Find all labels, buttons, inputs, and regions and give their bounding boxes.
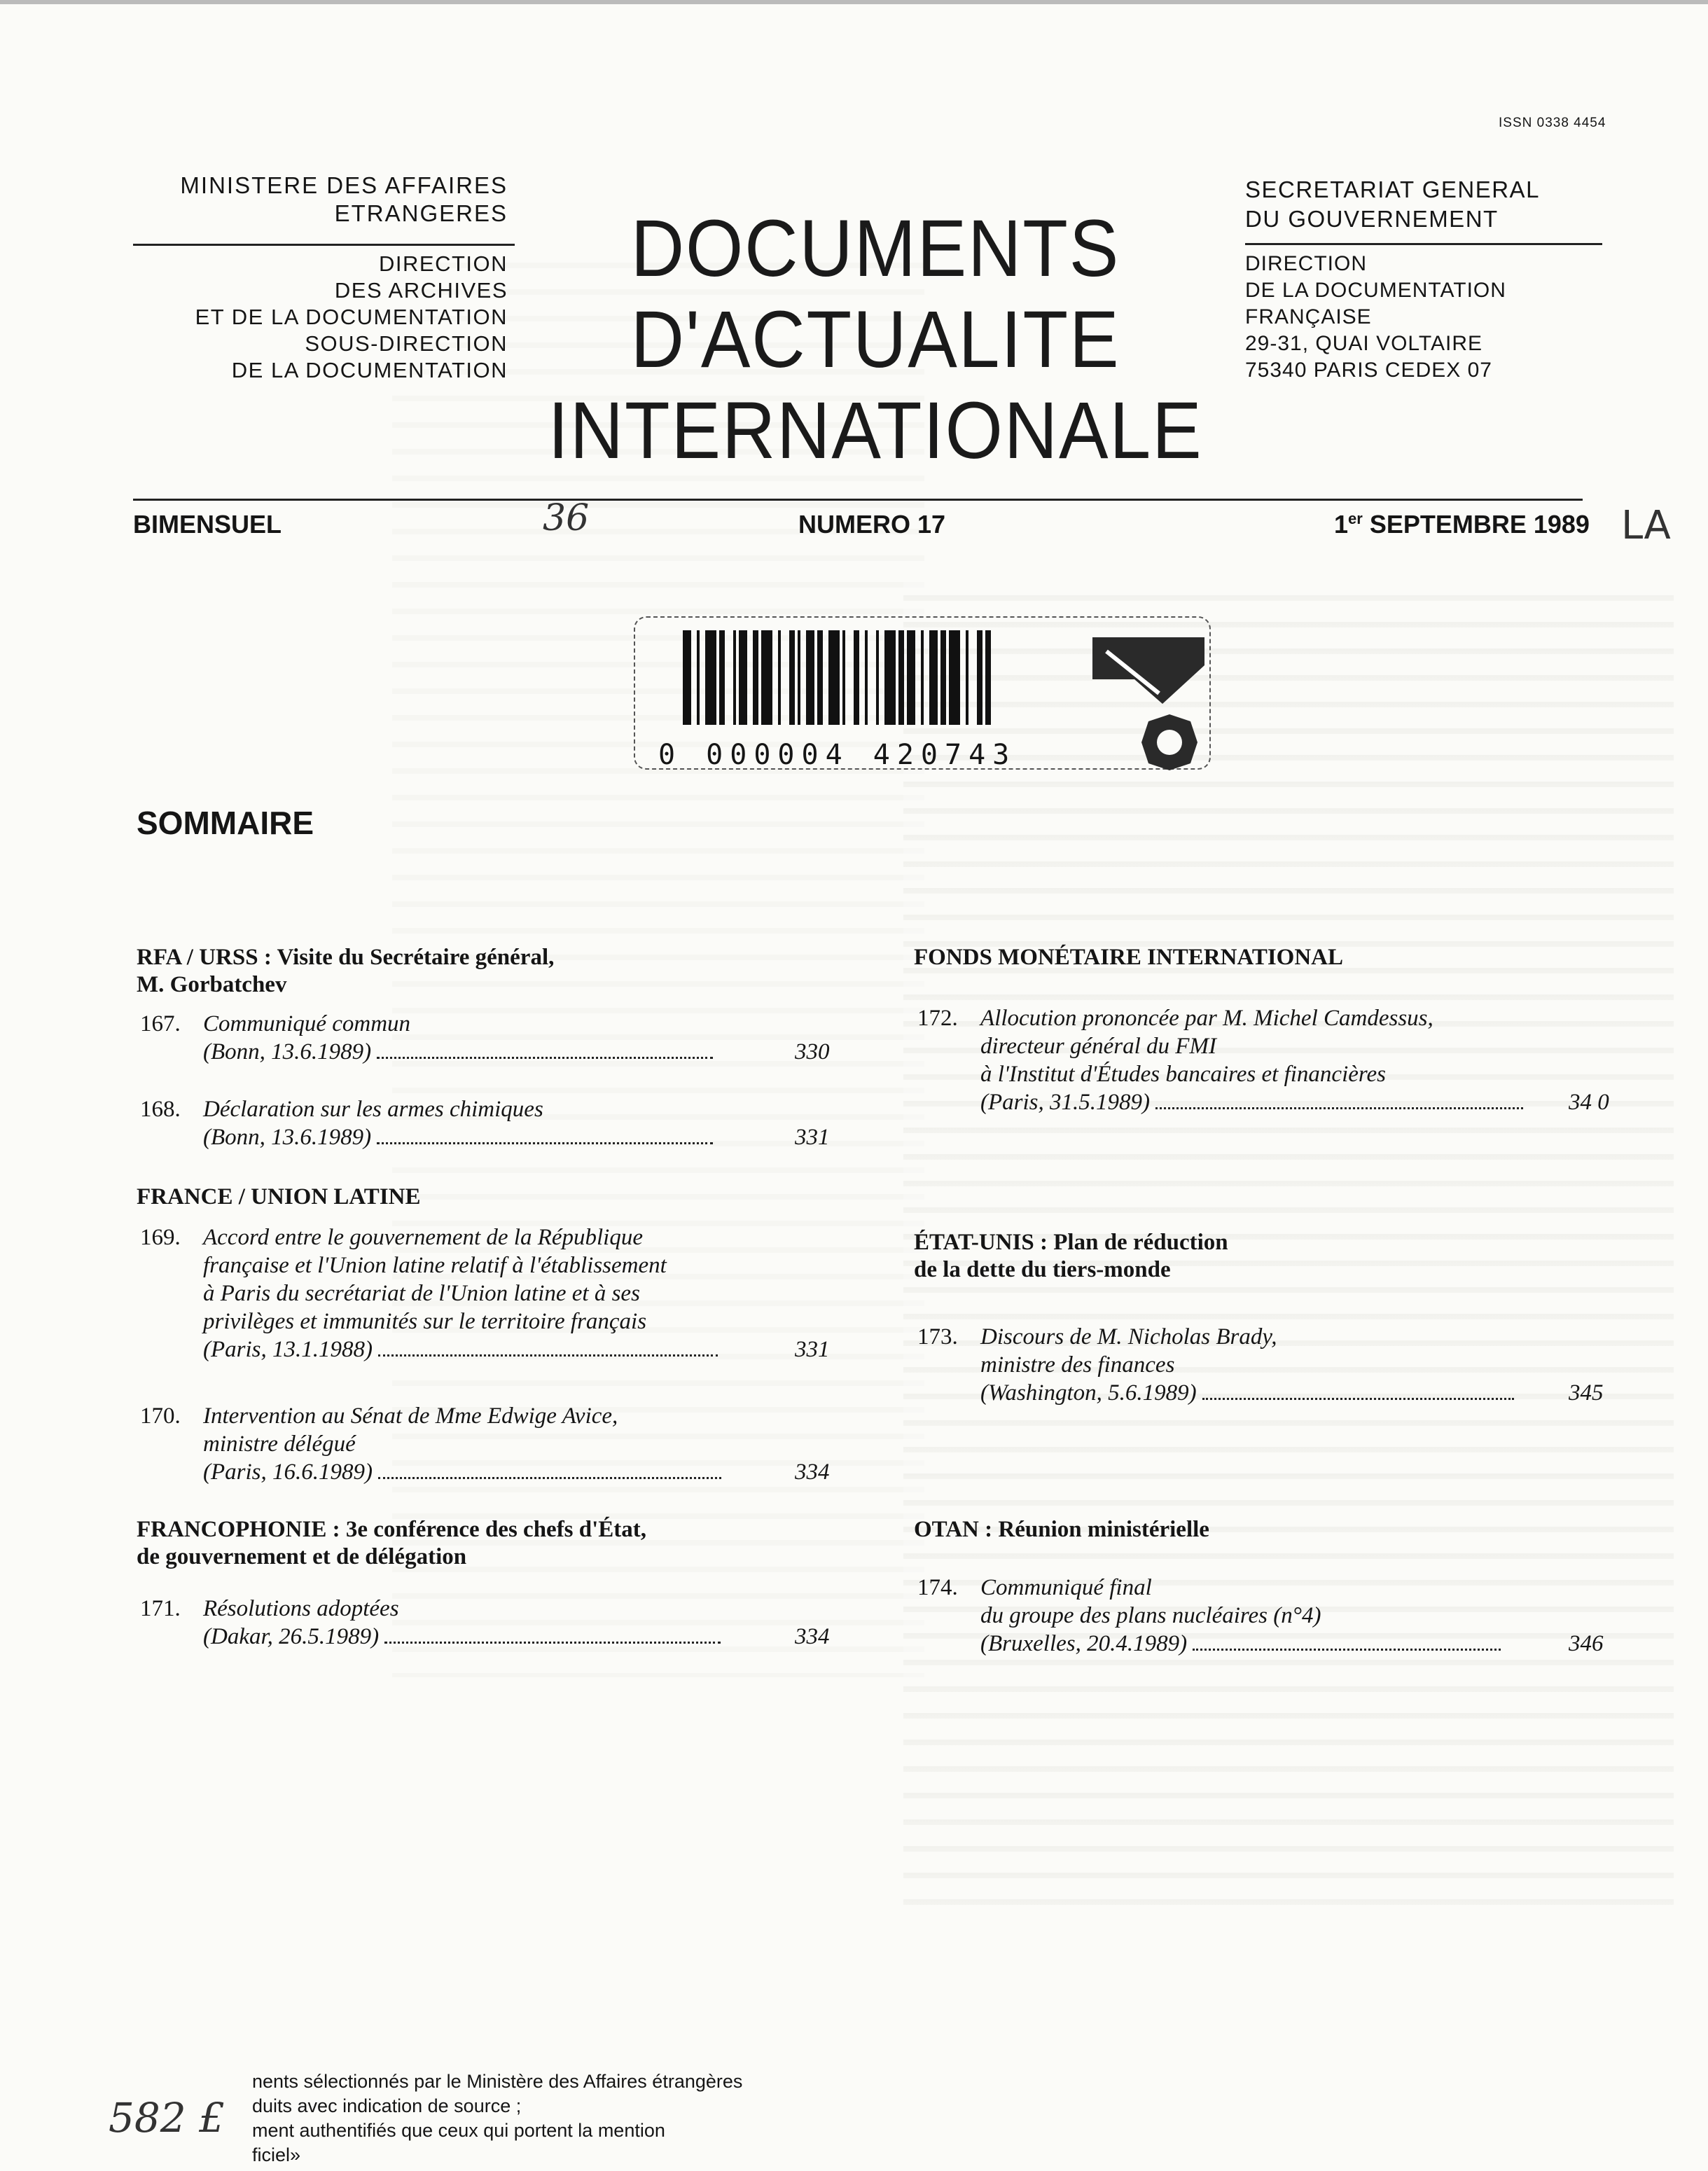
barcode-bar [683,630,691,725]
ministry-sub-line: ET DE LA DOCUMENTATION [195,305,508,329]
ministry-header [133,172,508,228]
entry-title: privilèges et immunités sur le territoire français [203,1309,647,1334]
leader-dots [377,1142,713,1144]
barcode-bar [739,630,747,725]
barcode-bar [929,630,938,725]
date-day: 1 [1334,510,1349,539]
section-francophonie [137,1516,646,1571]
barcode-bar [719,630,725,725]
barcode-bar [907,630,915,725]
toc-entry-170[interactable] [140,1403,840,1487]
main-divider [133,499,1583,501]
footer-line: ficiel» [252,2144,301,2165]
secretariat-sub-line: 75340 PARIS CEDEX 07 [1245,359,1492,382]
barcode-bar [985,630,991,725]
footer-line: duits avec indication de source ; [252,2095,522,2116]
section-title-line: OTAN : Réunion ministérielle [914,1517,1209,1542]
secretariat-line2: DU GOUVERNEMENT [1245,206,1499,232]
toc-entry-169[interactable] [140,1224,840,1364]
section-title-line: RFA / URSS : Visite du Secrétaire général, [137,945,555,970]
barcode-bar [828,630,840,725]
barcode-bar [865,630,868,725]
barcode-bar [733,630,736,725]
entry-title: ministre délégué [203,1431,356,1457]
entry-title: Intervention au Sénat de Mme Edwige Avice, [203,1403,618,1429]
leader-dots [378,1477,721,1479]
leader-dots [377,1057,713,1059]
entry-page: 334 [795,1459,830,1485]
date-rest: SEPTEMBRE 1989 [1362,510,1590,539]
handwritten-number: 36 [543,497,590,539]
barcode-bar [940,630,946,725]
entry-title: Résolutions adoptées [203,1596,399,1621]
leader-dots [378,1354,718,1357]
entry-page: 346 [1569,1631,1604,1656]
documentation-logo-icon [1092,637,1211,777]
secretariat-header [1245,175,1637,234]
section-title-line: de gouvernement et de délégation [137,1544,467,1569]
left-divider [133,244,515,246]
entry-place-date: (Paris, 13.1.1988) [203,1337,373,1362]
barcode-digits: 0 000004 420743 [658,739,1017,771]
ministry-sub-line: DE LA DOCUMENTATION [231,358,508,382]
title-line2: D'ACTUALITE [630,295,1120,384]
toc-entry-168[interactable] [140,1096,840,1152]
barcode-bar [884,630,896,725]
sommaire-heading: SOMMAIRE [137,805,314,841]
secretariat-sub-line: 29-31, QUAI VOLTAIRE [1245,332,1483,355]
entry-page: 334 [795,1624,830,1649]
toc-entry-167[interactable] [140,1011,840,1067]
barcode-bar [789,630,795,725]
ministry-line2: ETRANGERES [334,200,508,226]
entry-title: à Paris du secrétariat de l'Union latine et à ses [203,1281,640,1306]
entry-number: 169. [140,1225,181,1250]
section-title-line: ÉTAT-UNIS : Plan de réduction [914,1230,1228,1255]
entry-number: 171. [140,1596,181,1621]
section-france-union-latine [137,1184,421,1211]
issue-date [1334,510,1590,539]
barcode-bar [778,630,781,725]
entry-page: 331 [795,1125,830,1150]
entry-place-date: (Paris, 16.6.1989) [203,1459,373,1485]
ministry-sub-line: DIRECTION [379,251,508,276]
leader-dots [384,1642,721,1644]
right-divider [1245,243,1602,245]
footer-note [252,2069,742,2167]
entry-title: Communiqué commun [203,1011,411,1036]
section-title-line: FONDS MONÉTAIRE INTERNATIONAL [914,945,1344,970]
barcode-bar [921,630,924,725]
barcode-bar [705,630,716,725]
entry-page: 331 [795,1337,830,1362]
entry-title: directeur général du FMI [980,1034,1216,1059]
entry-title: Allocution prononcée par M. Michel Camdessus, [980,1006,1433,1031]
toc-entry-174[interactable] [917,1574,1618,1658]
ministry-subheader [133,251,508,384]
entry-place-date: (Dakar, 26.5.1989) [203,1624,380,1649]
barcode-bar [876,630,879,725]
entry-title: française et l'Union latine relatif à l'établissement [203,1253,667,1278]
title-line3: INTERNATIONALE [548,386,1203,476]
entry-number: 168. [140,1097,181,1122]
entry-page: 345 [1569,1380,1604,1406]
entry-title: du groupe des plans nucléaires (n°4) [980,1603,1321,1628]
entry-title: Accord entre le gouvernement de la République [203,1225,643,1250]
entry-title: Déclaration sur les armes chimiques [203,1097,543,1122]
section-etats-unis [914,1229,1228,1284]
toc-entry-171[interactable] [140,1595,840,1651]
issue-number: NUMERO 17 [798,510,946,539]
date-sup: er [1348,510,1363,527]
toc-entry-173[interactable] [917,1324,1618,1408]
barcode-bar [753,630,758,725]
footer-line: nents sélectionnés par le Ministère des Affaires étrangères [252,2071,743,2092]
entry-title: Communiqué final [980,1575,1152,1600]
barcode-bar [977,630,983,725]
barcode [683,630,1068,735]
section-title-line: de la dette du tiers-monde [914,1257,1171,1282]
entry-place-date: (Paris, 31.5.1989) [980,1090,1150,1115]
issn: ISSN 0338 4454 [1499,116,1606,130]
secretariat-line1: SECRETARIAT GENERAL [1245,176,1540,202]
entry-number: 174. [917,1575,958,1600]
leader-dots [1202,1398,1514,1400]
entry-place-date: (Bonn, 13.6.1989) [203,1125,372,1150]
section-title-line: M. Gorbatchev [137,972,287,997]
section-fmi [914,944,1343,971]
entry-number: 167. [140,1011,181,1036]
barcode-bar [966,630,968,725]
page-edge [0,0,1708,4]
footer-line: ment authentifiés que ceux qui portent la mention [252,2120,665,2141]
section-title-line: FRANCE / UNION LATINE [137,1184,421,1209]
entry-number: 170. [140,1403,181,1429]
section-title-line: FRANCOPHONIE : 3e conférence des chefs d'État, [137,1517,647,1542]
ministry-line1: MINISTERE DES AFFAIRES [180,172,508,198]
barcode-bar [806,630,814,725]
entry-title: Discours de M. Nicholas Brady, [980,1324,1277,1350]
barcode-bar [817,630,823,725]
secretariat-subheader [1245,251,1637,384]
leader-dots [1193,1649,1501,1651]
title-line1: DOCUMENTS [630,204,1120,293]
toc-entry-172[interactable] [917,1005,1618,1117]
entry-page: 34 0 [1569,1090,1609,1115]
entry-place-date: (Bonn, 13.6.1989) [203,1039,372,1064]
entry-title: ministre des finances [980,1352,1175,1378]
entry-page: 330 [795,1039,830,1064]
barcode-bar [854,630,859,725]
barcode-bar [949,630,960,725]
handwritten-footer-number: 582 £ [109,2094,225,2142]
frequency: BIMENSUEL [133,510,282,539]
ministry-sub-line: SOUS-DIRECTION [305,331,508,356]
handwritten-mark: LA [1621,503,1671,548]
entry-place-date: (Bruxelles, 20.4.1989) [980,1631,1188,1656]
entry-place-date: (Washington, 5.6.1989) [980,1380,1197,1406]
barcode-bar [761,630,772,725]
publication-title [521,203,1230,476]
section-rfa-urss [137,944,554,999]
entry-title: à l'Institut d'Études bancaires et financières [980,1062,1386,1087]
ministry-sub-line: DES ARCHIVES [334,278,508,303]
barcode-bar [798,630,800,725]
barcode-bar [898,630,904,725]
secretariat-sub-line: FRANÇAISE [1245,305,1372,328]
barcode-bar [842,630,845,725]
entry-number: 172. [917,1006,958,1031]
barcode-bar [697,630,700,725]
secretariat-sub-line: DIRECTION [1245,252,1367,275]
secretariat-sub-line: DE LA DOCUMENTATION [1245,279,1506,302]
entry-number: 173. [917,1324,958,1350]
leader-dots [1155,1107,1523,1109]
section-otan [914,1516,1209,1544]
